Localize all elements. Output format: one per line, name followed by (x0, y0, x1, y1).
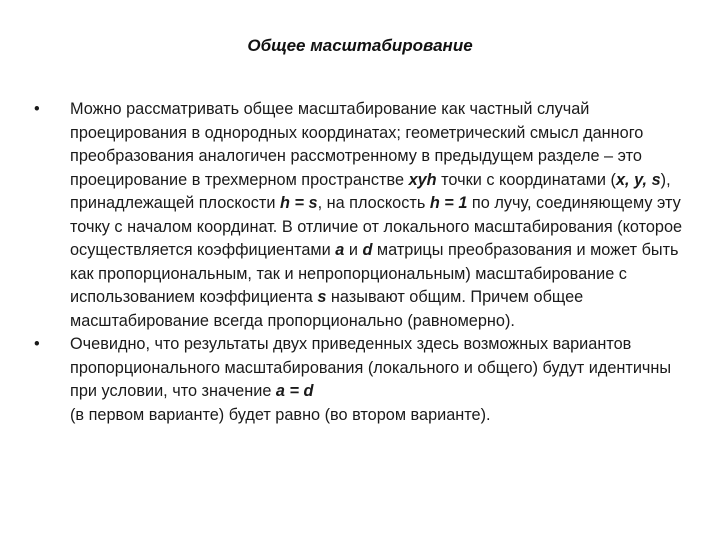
paragraph-text: , на плоскость (317, 194, 430, 212)
plane-h-eq-1: h = 1 (429, 194, 468, 212)
separator: , (642, 170, 652, 189)
separator: , (625, 170, 635, 189)
var-y: y (634, 170, 643, 189)
slide-body (34, 98, 694, 427)
paragraph-text: называют общим. Причем общее масштабирование всегда пропорционально (равномерно). (70, 288, 584, 330)
var-s: s (651, 170, 661, 189)
var-x: x (615, 170, 626, 189)
paragraph-text: по лучу, соединяющему эту точку с началом координат. В отличие от локального масштабирования (которое осуществляется коэффициентами (70, 194, 683, 259)
paragraph-text: точки с координатами ( (436, 170, 616, 189)
bullet-item-1 (34, 98, 694, 333)
paragraph-text: (в первом варианте) будет равно (во втором варианте). (70, 405, 491, 424)
paragraph-text: ), принадлежащей плоскости (70, 170, 671, 212)
plane-h-eq-s: h = s (280, 194, 318, 212)
paragraph-text: Очевидно, что результаты двух приведенных здесь возможных вариантов пропорционального масштабирования (локального и общего) будут идентичны при условии, что значение (70, 335, 672, 400)
condition-a-eq-d: a = d (275, 382, 314, 400)
bullet-item-2 (34, 333, 694, 427)
paragraph-text: Можно рассматривать общее масштабирование как частный случай проецирования в однородных координатах; геометрический смысл данного преобразования аналогичен рассмотренному в предыдущем разделе – это проецирование в трехмерном пространстве (70, 100, 644, 189)
bullet-marker: • (34, 100, 40, 118)
paragraph-2-text (70, 335, 671, 424)
coef-s: s (317, 288, 327, 306)
slide-title: Общее масштабирование (247, 36, 473, 55)
space-label-xyh: xyh (408, 170, 437, 189)
coef-a: a (335, 241, 345, 259)
coef-d: d (362, 241, 373, 259)
paragraph-text: и (344, 241, 363, 259)
paragraph-text: матрицы преобразования и может быть как пропорциональным, так и непропорциональным) масштабирование с использованием коэффициента (70, 241, 679, 306)
paragraph-1-text (70, 100, 682, 330)
bullet-marker: • (34, 335, 40, 353)
